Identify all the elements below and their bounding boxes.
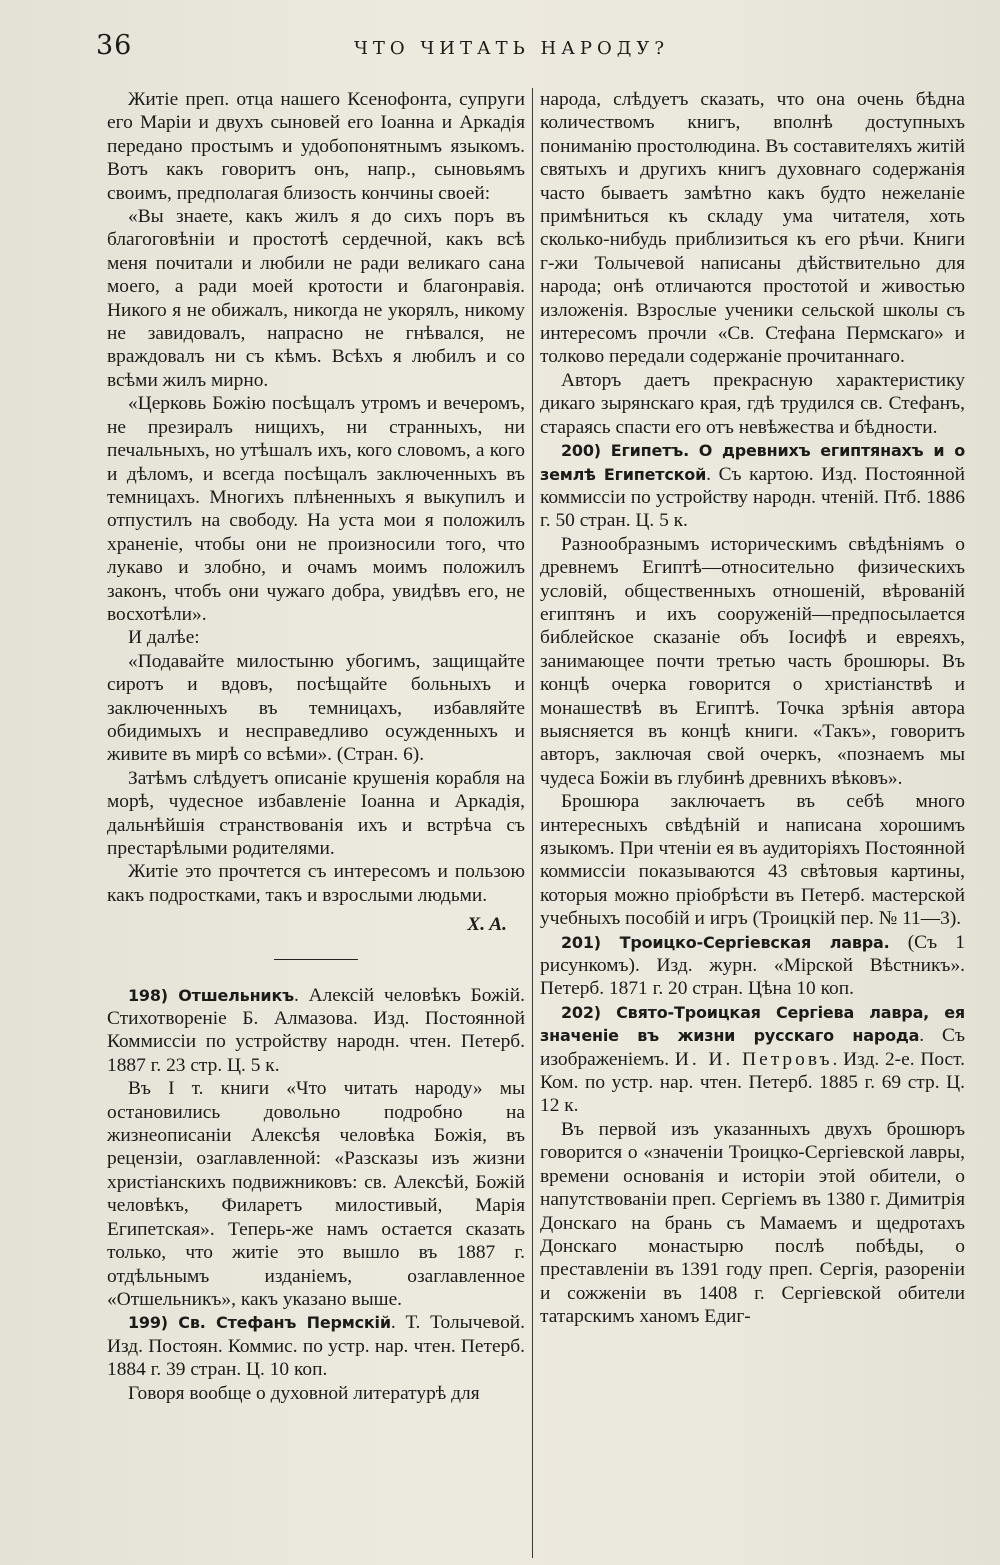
entry-details: (Съ 1 рисункомъ). Изд. журн. «Мірской Вѣстникъ». Петерб. 1871 г. 20 стран. Цѣна 10 коп. (540, 931, 966, 1000)
running-title: ЧТО ЧИТАТЬ НАРОДУ? (354, 38, 669, 59)
page-header (96, 30, 940, 74)
right-column (540, 88, 965, 1329)
paragraph: Говоря вообще о духовной литературѣ для (128, 1382, 480, 1404)
paragraph: Въ первой изъ указанныхъ двухъ брошюръ говорится о «значеніи Троицко-Сергіевской лавры, времени основанія и исторіи этой обители, о напутствованіи преп. Сергіемъ въ 1380 г. Димитрія Донскаго на брань съ Мамаемъ и щедротахъ Донскаго монастырю послѣ побѣды, о преставленіи въ 1391 году преп. Сергія, разореніи и сожженіи въ 1408 г. Сергіевской обители татарскимъ ханомъ Едиг- (540, 1118, 965, 1328)
paragraph: Авторъ даетъ прекрасную характеристику дикаго зырянскаго края, гдѣ трудился св. Стефанъ, стараясь спасти его отъ невѣжества и бѣдности. (540, 369, 965, 438)
page-number: 36 (96, 30, 133, 61)
paragraph: Брошюра заключаетъ въ себѣ много интересныхъ свѣдѣній и написана хорошимъ языкомъ. При чтеніи ея въ аудиторіяхъ Постоянной коммиссіи показываются 43 свѣтовыя картины, которыя можно пріобрѣсти въ Петерб. мастерской учебныхъ пособій и игръ (Троицкій пер. № 11—3). (540, 791, 965, 930)
entry-details: . Т. Толычевой. Изд. Постоян. Коммис. по устр. нар. чтен. Петерб. 1884 г. 39 стран. Ц. 10 коп. (107, 1312, 525, 1381)
paragraph: Житіе это прочтется съ интересомъ и пользою какъ подростками, такъ и взрослыми людьми. (107, 861, 525, 906)
entry-title: 198) Отшельникъ (128, 985, 294, 1005)
entry-200 (540, 439, 965, 533)
entry-author: И. И. Петровъ (674, 1048, 833, 1070)
paragraph: Житіе преп. отца нашего Ксенофонта, супруги его Маріи и двухъ сыновей его Іоанна и Аркадія передано простымъ и удобопонятнымъ языкомъ. Вотъ какъ говоритъ онъ, напр., сыновьямъ своимъ, предполагая близость кончины своей: (107, 89, 525, 204)
paragraph: Затѣмъ слѣдуетъ описаніе крушенія корабля на морѣ, чудесное избавленіе Іоанна и Аркадія, дальнѣйшія странствованія ихъ и встрѣча съ престарѣлыми родителями. (107, 767, 525, 859)
paragraph: Разнообразнымъ историческимъ свѣдѣніямъ о древнемъ Египтѣ—относительно физическихъ условій, общественныхъ отношеній, вѣрованій египтянъ и ихъ сооруженій—предпосылается библейское сказаніе объ Іосифѣ и евреяхъ, занимающее почти третью часть брошюры. Въ концѣ очерка говорится о христіанствѣ и монашествѣ въ Египтѣ. Точка зрѣнія автора выясняется въ концѣ книги. «Такъ», говоритъ авторъ, заключая свой очеркъ, «познаемъ мы чудеса Божіи въ глубинѣ древнихъ вѣковъ». (540, 533, 965, 789)
entry-201 (540, 931, 965, 1001)
paragraph: Въ I т. книги «Что читать народу» мы остановились довольно подробно на жизнеописаніи Алексѣя человѣка Божія, въ рецензіи, озаглавленной: «Разсказы изъ жизни христіанскихъ подвижниковъ: св. Алексѣй, Божій человѣкъ, Филаретъ милостивый, Марія Египетская». Теперь-же намъ остается сказать только, что житіе это вышло въ 1887 г. отдѣльнымъ изданіемъ, озаглавленное «Отшельникъ», какъ указано выше. (107, 1078, 525, 1310)
quote-paragraph: «Подавайте милостыню убогимъ, защищайте сиротъ и вдовъ, посѣщайте больныхъ и заключенныхъ въ темницахъ, избавляйте обидимыхъ и несправедливо осужденныхъ и живите въ мирѣ со всѣми». (Стран. 6). (107, 650, 525, 766)
entry-title: 202) Свято-Троицкая Сергіева лавра, ея значеніе въ жизни русскаго народа (540, 1002, 965, 1046)
review-signature: X. A. (467, 914, 507, 936)
quote-paragraph: «Вы знаете, какъ жилъ я до сихъ поръ въ благоговѣніи и простотѣ сердечной, какъ всѣ меня почитали и любили не ради великаго сана моего, а ради моей кротости и благонравія. Никого я не обижалъ, никогда не укорялъ, никому не завидовалъ, напрасно не гнѣвался, не враждовалъ ни съ кѣмъ. Всѣхъ я любилъ и со всѣми жилъ мирно. (107, 206, 525, 391)
entry-title: 200) Египетъ. О древнихъ египтянахъ и о землѣ Египетской (540, 441, 965, 484)
entry-details: . Съ картою. Изд. Постоянной коммиссіи по устройству народн. чтеній. Птб. 1886 г. 50 стран. Ц. 5 к. (540, 463, 965, 532)
entry-199 (107, 1311, 525, 1381)
entry-details: . Съ изображеніемъ. (540, 1025, 966, 1070)
entry-title: 199) Св. Стефанъ Пермскій (128, 1313, 391, 1333)
entry-title: 201) Троицко-Сергіевская лавра. (561, 932, 890, 952)
left-column (107, 88, 525, 1405)
section-rule (274, 959, 358, 960)
entry-details: . Изд. 2-е. Пост. Ком. по устр. нар. чтен. Петерб. 1885 г. 69 стр. Ц. 12 к. (540, 1048, 966, 1117)
entry-details: . Алексій человѣкъ Божій. Стихотвореніе Б. Алмазова. Изд. Постоянной Коммиссіи по устройству народн. чтен. Петерб. 1887 г. 23 стр. Ц. 5 к. (107, 984, 525, 1076)
entry-198 (107, 984, 525, 1078)
quote-paragraph: «Церковь Божію посѣщалъ утромъ и вечеромъ, не презиралъ нищихъ, ни странныхъ, ни печальныхъ, но утѣшалъ ихъ, кого словомъ, а кого и дѣломъ, и всегда посѣщалъ заключенныхъ въ темницахъ. Многихъ плѣненныхъ я выкупилъ и отпустилъ на свободу. На уста мои я положилъ храненіе, чтобы они не произносили того, что лукаво и злобно, и очамъ моимъ положилъ законъ, чтобъ они чужаго добра, увидѣвъ его, не восхотѣли». (107, 393, 525, 625)
column-divider (532, 88, 533, 1558)
entry-202 (540, 1001, 965, 1118)
paragraph: народа, слѣдуетъ сказать, что она очень бѣдна количествомъ книгъ, вполнѣ доступныхъ пониманію простолюдина. Въ составителяхъ житій святыхъ и другихъ книгъ духовнаго содержанія часто бываетъ замѣтно какъ будто нежеланіе примѣниться къ складу ума читателя, хоть сколько-нибудь приблизиться къ его рѣчи. Книги г-жи Толычевой написаны дѣйствительно для народа; онѣ отличаются простотой и живостью изложенія. Взрослые ученики сельской школы съ интересомъ прочли «Св. Стефана Пермскаго» и толково передали содержаніе прочитаннаго. (540, 89, 965, 368)
paragraph: И далѣе: (128, 627, 200, 649)
